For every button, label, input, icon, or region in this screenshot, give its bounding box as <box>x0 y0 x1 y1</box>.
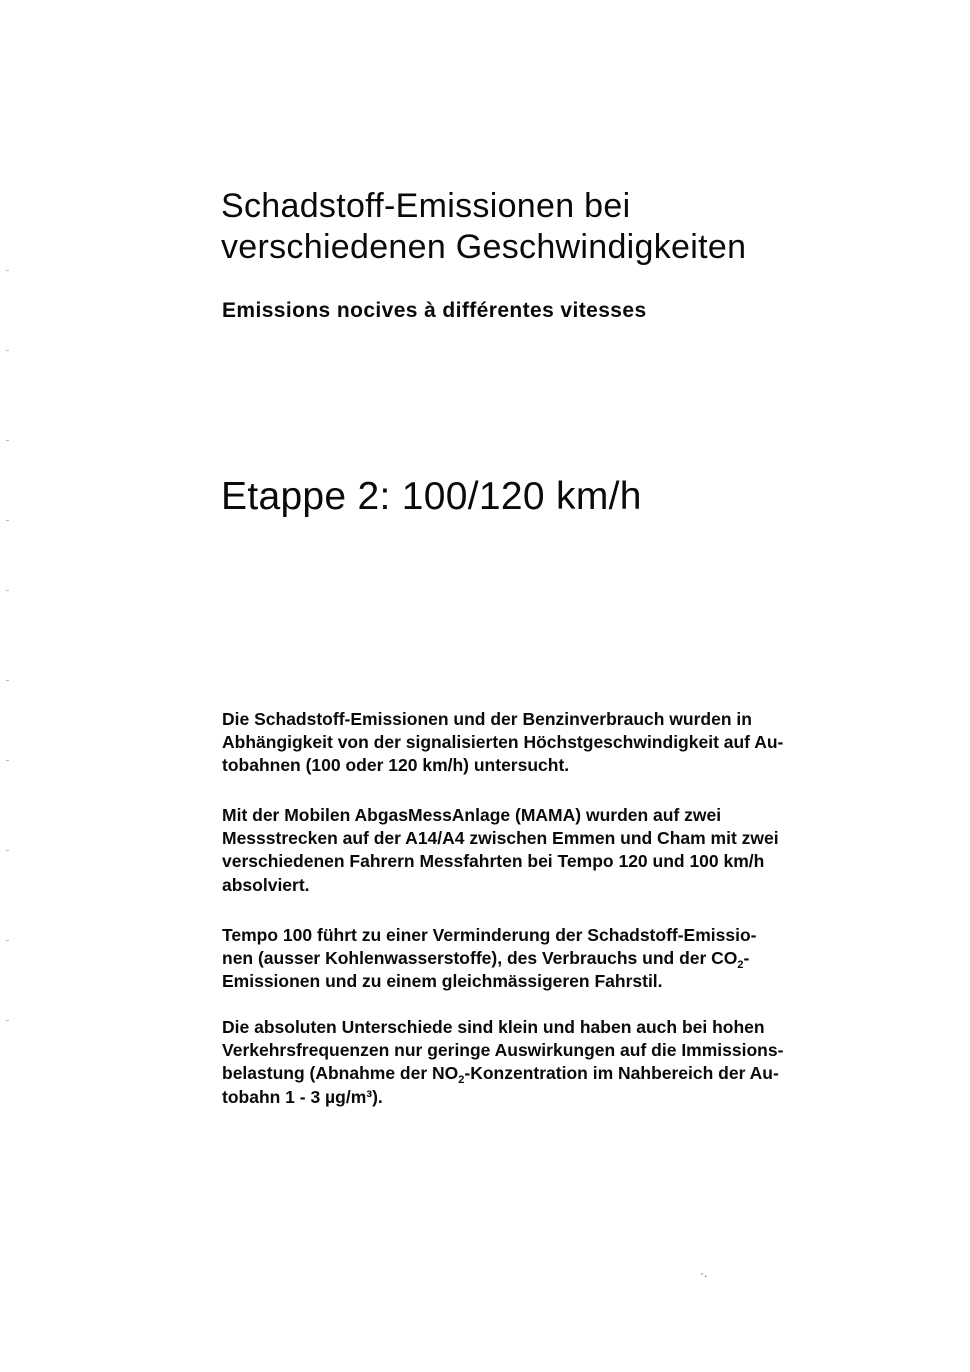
paragraph-4-line: Die absoluten Unterschiede sind klein und haben auch bei hohen <box>222 1017 765 1037</box>
paragraph-3 <box>222 924 862 994</box>
scan-speck: ·. <box>700 1266 708 1280</box>
paragraph-4-line: tobahn 1 - 3 µg/m³). <box>222 1086 383 1107</box>
paragraph-3-line: Emissionen und zu einem gleichmässigeren Fahrstil. <box>222 971 663 992</box>
paragraph-2-line: absolviert. <box>222 874 310 895</box>
paragraph-4-line: Verkehrsfrequenzen nur geringe Auswirkungen auf die Immissions- <box>222 1040 784 1061</box>
scan-edge-marks <box>6 260 10 1080</box>
paragraph-4-line <box>222 1062 862 1085</box>
document-title <box>221 186 921 268</box>
paragraph-4-text: belastung (Abnahme der NO <box>222 1063 459 1084</box>
title-line-2: verschiedenen Geschwindigkeiten <box>221 228 747 266</box>
paragraph-3-line <box>222 947 862 970</box>
paragraph-1-line: Die Schadstoff-Emissionen und der Benzinverbrauch wurden in <box>222 709 752 729</box>
paragraph-2-line: verschiedenen Fahrern Messfahrten bei Tempo 120 und 100 km/h <box>222 851 765 872</box>
paragraph-3-text: - <box>743 948 750 969</box>
no2-subscript: 2 <box>458 1074 465 1087</box>
paragraph-4-text: -Konzentration im Nahbereich der Au- <box>464 1063 779 1084</box>
title-line-1: Schadstoff-Emissionen bei <box>221 187 631 225</box>
paragraph-1 <box>222 708 862 778</box>
paragraph-1-line: Abhängigkeit von der signalisierten Höchstgeschwindigkeit auf Au- <box>222 732 784 753</box>
paragraph-3-line: Tempo 100 führt zu einer Verminderung der Schadstoff-Emissio- <box>222 925 757 945</box>
paragraph-1-line: tobahnen (100 oder 120 km/h) untersucht. <box>222 755 570 776</box>
paragraph-3-text: nen (ausser Kohlenwasserstoffe), des Verbrauchs und der CO <box>222 948 738 969</box>
paragraph-2 <box>222 804 862 897</box>
paragraph-2-line: Messstrecken auf der A14/A4 zwischen Emmen und Cham mit zwei <box>222 828 779 849</box>
document-subtitle: Emissions nocives à différentes vitesses <box>222 299 647 322</box>
paragraph-4 <box>222 1016 862 1109</box>
paragraph-2-line: Mit der Mobilen AbgasMessAnlage (MAMA) wurden auf zwei <box>222 805 722 825</box>
co2-subscript: 2 <box>737 959 744 972</box>
stage-heading: Etappe 2: 100/120 km/h <box>221 475 642 518</box>
